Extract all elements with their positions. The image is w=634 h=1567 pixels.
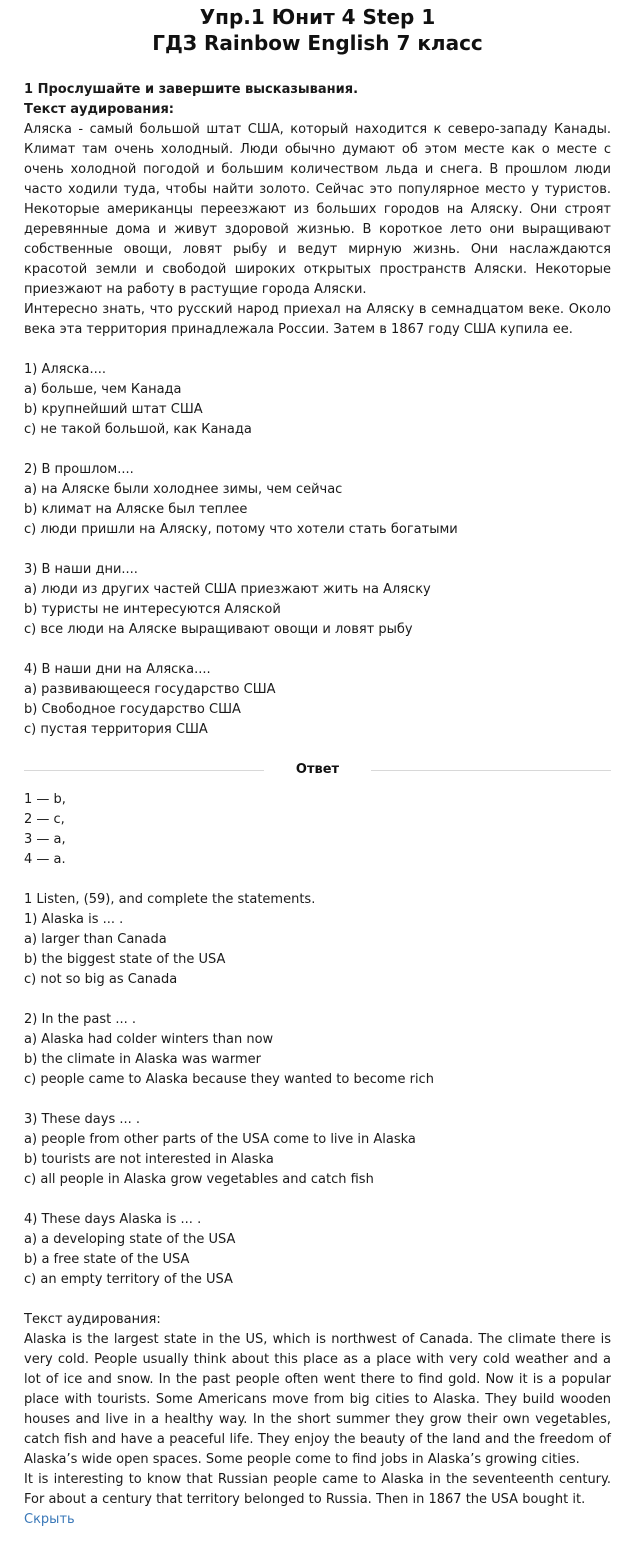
- listening-text-ru-p2: Интересно знать, что русский народ приехал на Аляску в семнадцатом веке. Около века эта территория принадлежала России. Затем в 1867 году США купила ее.: [24, 302, 611, 337]
- question-stem: 3) В наши дни....: [24, 562, 138, 577]
- option-a: a) больше, чем Канада: [24, 382, 182, 397]
- question-en-4: [24, 1210, 611, 1290]
- option-c: c) all people in Alaska grow vegetables and catch fish: [24, 1172, 374, 1187]
- question-stem: 1) Аляска....: [24, 362, 106, 377]
- question-en-2: [24, 1010, 611, 1090]
- listening-text-en-p2: It is interesting to know that Russian people came to Alaska in the seventeenth century. For about a century that territory belonged to Russia. Then in 1867 the USA bought it.: [24, 1472, 611, 1507]
- divider-line-left: [24, 770, 264, 771]
- english-heading: 1 Listen, (59), and complete the statements.: [24, 892, 316, 907]
- task-section-ru: [24, 80, 611, 740]
- answer-key: 4 — a.: [24, 852, 66, 867]
- question-stem: 4) These days Alaska is ... .: [24, 1212, 202, 1227]
- option-a: a) Alaska had colder winters than now: [24, 1032, 274, 1047]
- title-line-1: Упр.1 Юнит 4 Step 1: [199, 5, 436, 29]
- option-b: b) Свободное государство США: [24, 702, 241, 717]
- page-title: [24, 4, 611, 56]
- question-stem: 3) These days ... .: [24, 1112, 141, 1127]
- option-c: c) an empty territory of the USA: [24, 1272, 233, 1287]
- option-a: a) развивающееся государство США: [24, 682, 276, 697]
- answer-keys: [24, 790, 611, 870]
- option-a: a) люди из других частей США приезжают жить на Аляску: [24, 582, 431, 597]
- answer-divider: [24, 760, 611, 780]
- option-b: b) the biggest state of the USA: [24, 952, 226, 967]
- option-a: a) a developing state of the USA: [24, 1232, 236, 1247]
- option-a: a) people from other parts of the USA come to live in Alaska: [24, 1132, 416, 1147]
- option-b: b) the climate in Alaska was warmer: [24, 1052, 262, 1067]
- question-ru-1: [24, 360, 611, 440]
- listening-text-en-p1: Alaska is the largest state in the US, which is northwest of Canada. The climate there is very cold. People usually think about this place as a place with very cold weather and a lot of ice and snow. In the past people often went there to find gold. Now it is a popular place with tourists. Some Americans move from big cities to Alaska. They build wooden houses and live in a healthy way. In the short summer they grow their own vegetables, catch fish and have a peaceful life. They enjoy the beauty of the land and the freedom of Alaska’s wide open spaces. Some people come to find jobs in Alaska’s growing cities.: [24, 1332, 611, 1467]
- option-c: c) люди пришли на Аляску, потому что хотели стать богатыми: [24, 522, 458, 537]
- option-c: c) пустая территория США: [24, 722, 208, 737]
- option-c: c) все люди на Аляске выращивают овощи и ловят рыбу: [24, 622, 413, 637]
- option-a: a) на Аляске были холоднее зимы, чем сейчас: [24, 482, 343, 497]
- question-en-1: [24, 910, 611, 990]
- question-ru-4: [24, 660, 611, 740]
- question-stem: 4) В наши дни на Аляска....: [24, 662, 211, 677]
- divider-line-right: [371, 770, 611, 771]
- option-c: c) people came to Alaska because they wanted to become rich: [24, 1072, 434, 1087]
- question-ru-2: [24, 460, 611, 540]
- question-stem: 2) В прошлом....: [24, 462, 134, 477]
- option-b: b) климат на Аляске был теплее: [24, 502, 248, 517]
- answer-key: 2 — c,: [24, 812, 65, 827]
- option-a: a) larger than Canada: [24, 932, 167, 947]
- answer-section: [24, 790, 611, 1530]
- listening-label-en: Текст аудирования:: [24, 1312, 161, 1327]
- option-b: b) туристы не интересуются Аляской: [24, 602, 281, 617]
- option-b: b) крупнейший штат США: [24, 402, 203, 417]
- listening-label-ru: Текст аудирования:: [24, 102, 175, 117]
- question-stem: 2) In the past ... .: [24, 1012, 137, 1027]
- title-line-2: ГДЗ Rainbow English 7 класс: [152, 31, 483, 55]
- option-b: b) a free state of the USA: [24, 1252, 190, 1267]
- task-heading: 1 Прослушайте и завершите высказывания.: [24, 82, 359, 97]
- listening-text-ru-p1: Аляска - самый большой штат США, который находится к северо-западу Канады. Климат там очень холодный. Люди обычно думают об этом месте как о месте с очень холодной погодой и большим количеством льда и снега. В прошлом люди часто ходили туда, чтобы найти золото. Сейчас это популярное место у туристов. Некоторые американцы переезжают из больших городов на Аляску. Они строят деревянные дома и живут здоровой жизнью. В короткое лето они выращивают собственные овощи, ловят рыбу и ведут мирную жизнь. Они наслаждаются красотой земли и свободой широких открытых пространств Аляски. Некоторые приезжают на работу в растущие города Аляски.: [24, 122, 611, 297]
- hide-link[interactable]: Скрыть: [24, 1512, 75, 1527]
- answer-key: 1 — b,: [24, 792, 66, 807]
- question-ru-3: [24, 560, 611, 640]
- question-en-3: [24, 1110, 611, 1190]
- option-c: c) not so big as Canada: [24, 972, 178, 987]
- option-b: b) tourists are not interested in Alaska: [24, 1152, 274, 1167]
- answer-label: Ответ: [295, 762, 340, 777]
- question-stem: 1) Alaska is ... .: [24, 912, 124, 927]
- answer-key: 3 — a,: [24, 832, 66, 847]
- option-c: c) не такой большой, как Канада: [24, 422, 252, 437]
